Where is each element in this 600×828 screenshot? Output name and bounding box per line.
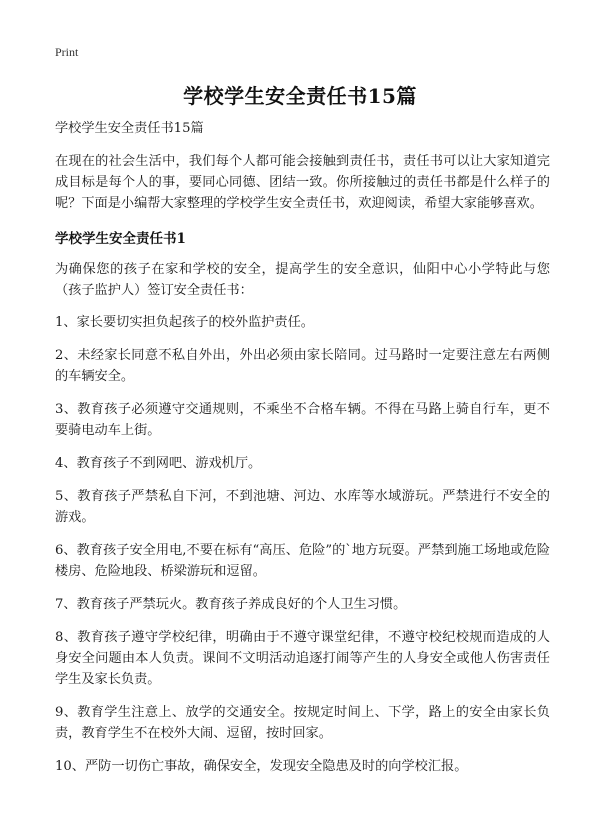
section-heading: 学校学生安全责任书1 — [55, 231, 186, 247]
list-item: 3、教育孩子必须遵守交通规则，不乘坐不合格车辆。不得在马路上骑自行车，更不要骑电动车上街。 — [55, 402, 550, 438]
list-item: 2、未经家长同意不私自外出，外出必须由家长陪同。过马路时一定要注意左右两侧的车辆安全。 — [55, 348, 550, 384]
list-item: 4、教育孩子不到网吧、游戏机厅。 — [55, 456, 262, 471]
document-body — [55, 118, 550, 789]
section-lead-paragraph: 为确保您的孩子在家和学校的安全，提高学生的安全意识，仙阳中心小学特此与您（孩子监护人）签订安全责任书： — [55, 262, 550, 298]
list-item: 9、教育学生注意上、放学的交通安全。按规定时间上、下学，路上的安全由家长负责，教育学生不在校外大闹、逗留，按时回家。 — [55, 705, 550, 741]
document-subtitle: 学校学生安全责任书15篇 — [55, 121, 204, 136]
intro-paragraph: 在现在的社会生活中，我们每个人都可能会接触到责任书，责任书可以让大家知道完成目标是每个人的事，要同心同德、团结一致。你所接触过的责任书都是什么样子的呢？下面是小编帮大家整理的学校学生安全责任书，欢迎阅读，希望大家能够喜欢。 — [55, 154, 550, 211]
list-item: 10、严防一切伤亡事故，确保安全，发现安全隐患及时的向学校汇报。 — [55, 759, 468, 774]
list-item: 8、教育孩子遵守学校纪律，明确由于不遵守课堂纪律，不遵守校纪校规而造成的人身安全问题由本人负责。课间不文明活动追逐打闹等产生的人身安全或他人伤害责任学生及家长负责。 — [55, 630, 550, 687]
list-item: 6、教育孩子安全用电,不要在标有“高压、危险”的`地方玩耍。严禁到施工场地或危险楼房、危险地段、桥梁游玩和逗留。 — [55, 543, 550, 579]
page-title: 学校学生安全责任书15篇 — [183, 84, 417, 108]
list-item: 7、教育孩子严禁玩火。教育孩子养成良好的个人卫生习惯。 — [55, 597, 407, 612]
list-item: 5、教育孩子严禁私自下河，不到池塘、河边、水库等水域游玩。严禁进行不安全的游戏。 — [55, 489, 550, 525]
print-label: Print — [55, 45, 79, 59]
responsibility-list — [55, 312, 550, 777]
list-item: 1、家长要切实担负起孩子的校外监护责任。 — [55, 315, 314, 330]
